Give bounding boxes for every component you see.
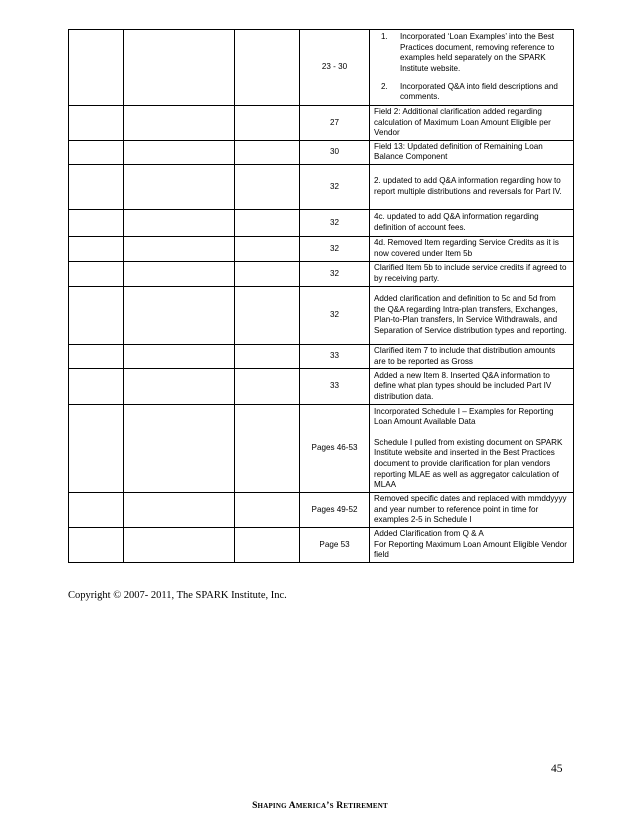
empty-cell [235,140,300,164]
list-item: 2. Incorporated Q&A into field descriptions and comments. [390,82,569,103]
empty-cell [235,261,300,286]
page-reference: 27 [300,106,370,141]
page-footer: Shaping America’s Retirement [252,801,388,811]
table-row [69,527,574,562]
empty-cell [124,164,235,209]
change-description: Clarified item 7 to include that distribution amounts are to be reported as Gross [370,344,574,368]
change-description: Removed specific dates and replaced with mmddyyyy and year number to reference point in time for examples 2-5 in Schedule I [370,493,574,528]
empty-cell [69,405,124,493]
change-description: Field 2: Additional clarification added regarding calculation of Maximum Loan Amount Eligible per Vendor [370,106,574,141]
empty-cell [235,286,300,344]
change-description: Added clarification and definition to 5c and 5d from the Q&A regarding Intra-plan transfers, Exchanges, Plan-to-Plan transfers, In Service Withdrawals, and Separation of Service distribution types and reporting. [370,286,574,344]
copyright-notice: Copyright © 2007- 2011, The SPARK Institute, Inc. [68,590,287,601]
table-row [69,106,574,141]
table-row [69,140,574,164]
change-description: Clarified Item 5b to include service credits if agreed to by receiving party. [370,261,574,286]
change-description [370,30,574,106]
table-row [69,30,574,106]
empty-cell [124,369,235,405]
table-row [69,344,574,368]
empty-cell [124,236,235,261]
table-row [69,261,574,286]
empty-cell [69,140,124,164]
revision-history-table [68,29,574,563]
description-paragraph: Incorporated Schedule I – Examples for Reporting Loan Amount Available Data [374,406,554,427]
empty-cell [124,405,235,493]
table-row [69,164,574,209]
paragraph-spacer [374,428,569,438]
empty-cell [235,369,300,405]
empty-cell [124,493,235,528]
description-paragraph: Added Clarification from Q & A [374,528,484,538]
list-item: 1. Incorporated ‘Loan Examples’ into the Best Practices document, removing reference to examples held separately on the SPARK Institute website. [390,32,569,74]
page-reference: Pages 49-52 [300,493,370,528]
table-row [69,405,574,493]
empty-cell [124,140,235,164]
change-description: 2. updated to add Q&A information regarding how to report multiple distributions and reversals for Part IV. [370,164,574,209]
empty-cell [235,493,300,528]
change-description [370,405,574,493]
empty-cell [235,527,300,562]
table-row [69,369,574,405]
page-reference: 32 [300,164,370,209]
empty-cell [235,344,300,368]
empty-cell [69,261,124,286]
empty-cell [69,106,124,141]
empty-cell [69,30,124,106]
empty-cell [235,106,300,141]
empty-cell [124,344,235,368]
description-paragraph: Schedule I pulled from existing document on SPARK Institute website and inserted in the Best Practices document to provide clarification for plan vendors reporting MLAE as well as aggregator calculation of MLAA [374,437,563,490]
page-reference: Pages 46-53 [300,405,370,493]
page-reference: Page 53 [300,527,370,562]
empty-cell [124,209,235,236]
page-number: 45 [551,763,563,775]
change-description: Added a new Item 8. Inserted Q&A information to define what plan types should be included Part IV distribution data. [370,369,574,405]
page-reference: 32 [300,261,370,286]
empty-cell [235,30,300,106]
page-reference: 32 [300,286,370,344]
empty-cell [69,344,124,368]
empty-cell [235,164,300,209]
empty-cell [124,106,235,141]
page-reference: 23 - 30 [300,30,370,106]
empty-cell [124,286,235,344]
change-list [374,32,569,103]
table-row [69,209,574,236]
empty-cell [69,493,124,528]
change-description: 4d. Removed Item regarding Service Credits as it is now covered under Item 5b [370,236,574,261]
empty-cell [124,30,235,106]
empty-cell [235,236,300,261]
empty-cell [235,209,300,236]
page-reference: 33 [300,369,370,405]
revision-table-body [69,30,574,563]
table-row [69,286,574,344]
empty-cell [69,164,124,209]
empty-cell [69,286,124,344]
empty-cell [69,209,124,236]
empty-cell [69,527,124,562]
page-reference: 32 [300,236,370,261]
table-row [69,493,574,528]
empty-cell [69,236,124,261]
empty-cell [69,369,124,405]
change-description: Field 13: Updated definition of Remaining Loan Balance Component [370,140,574,164]
empty-cell [124,261,235,286]
page-reference: 33 [300,344,370,368]
empty-cell [235,405,300,493]
table-row [69,236,574,261]
empty-cell [124,527,235,562]
change-description: 4c. updated to add Q&A information regarding definition of account fees. [370,209,574,236]
page-reference: 30 [300,140,370,164]
change-description [370,527,574,562]
page-reference: 32 [300,209,370,236]
description-paragraph: For Reporting Maximum Loan Amount Eligible Vendor field [374,539,568,560]
